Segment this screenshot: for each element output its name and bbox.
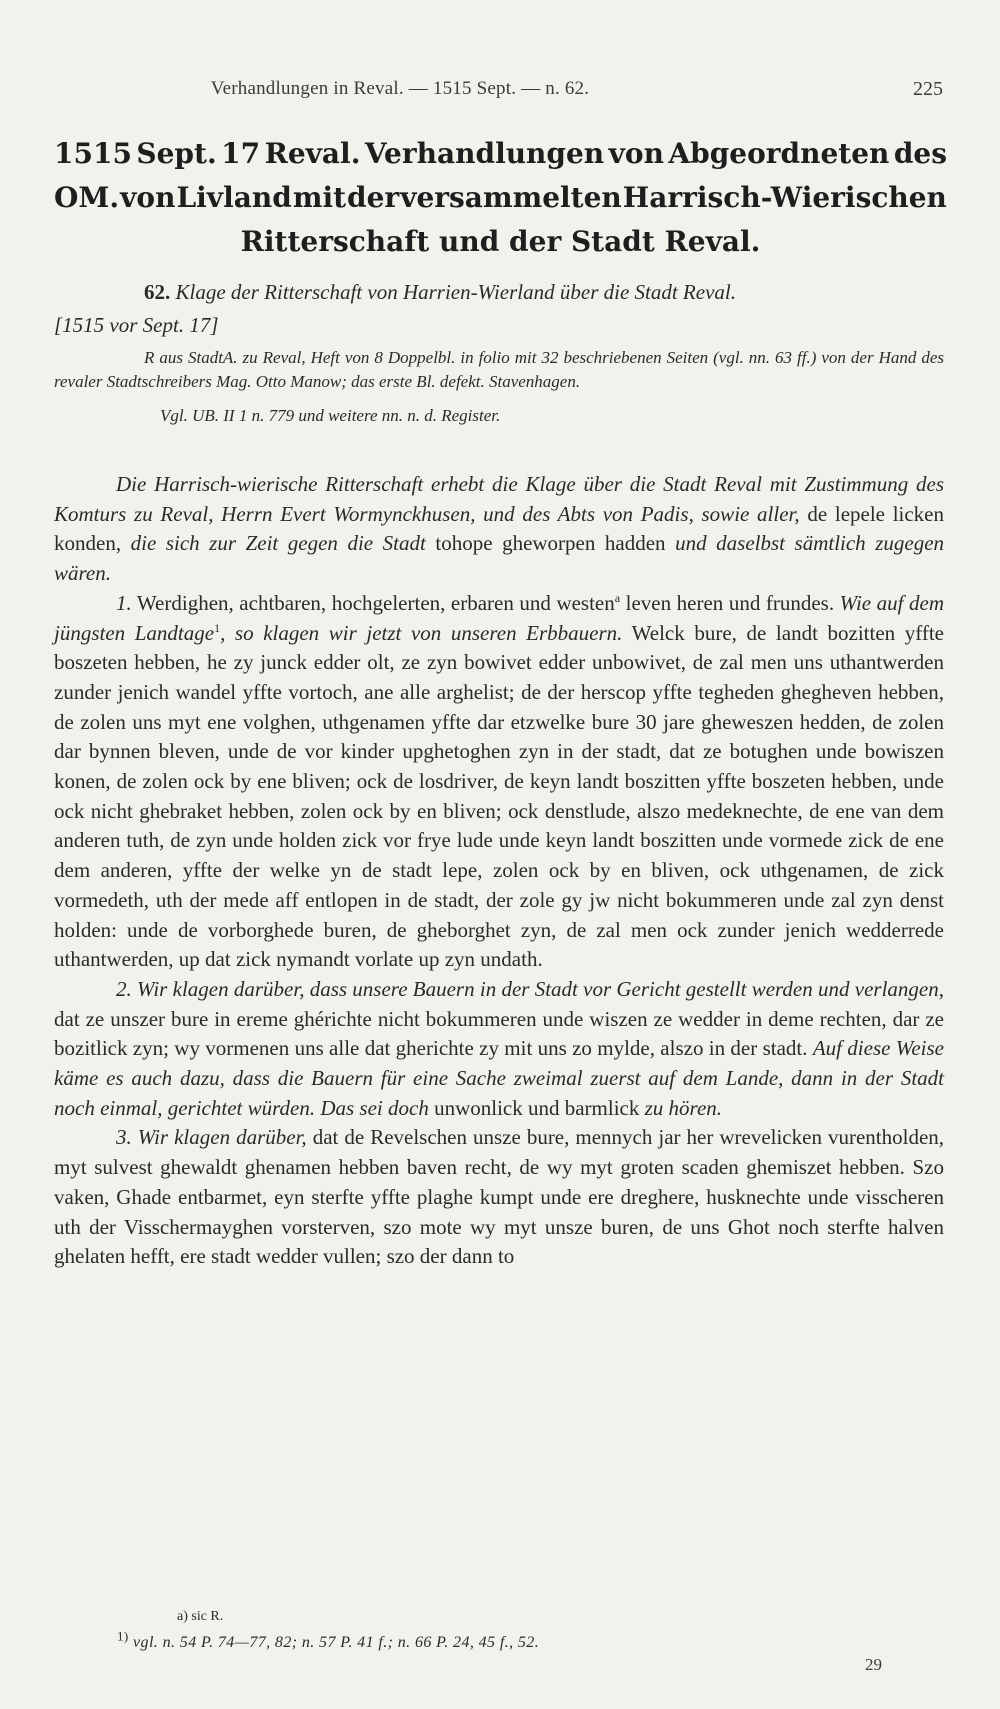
sheet-number: 29: [865, 1655, 882, 1674]
intro-paragraph: Die Harrisch-wierische Ritterschaft erhebt die Klage über die Stadt Reval mit Zustimmung des Komturs zu Reval, Herrn Evert Wormynckhusen, und des Abts von Padis, sowie aller, de lepele licken konden, die sich zur Zeit gegen die Stadt tohope gheworpen hadden und daselbst sämtlich zugegen wären.: [54, 472, 945, 586]
footnote-ref-1: 1: [214, 620, 221, 635]
footnote-1: $^{1)}$ vgl. n. 54 P. 74—77, 82; n. 57 P. 41 f.; n. 66 P. 24, 45 f., 52.: [117, 1628, 540, 1651]
page-number: 225: [913, 78, 943, 100]
document-heading-text: Klage der Ritterschaft von Harrien-Wierland über die Stadt Reval.: [175, 280, 736, 304]
running-head: [0, 78, 1000, 106]
footnotes: [117, 1604, 817, 1656]
footnote-a: a) sic R.: [177, 1609, 224, 1624]
document-heading: [54, 276, 944, 342]
footnote-ref-a: a: [614, 590, 621, 605]
section-title: [54, 132, 947, 264]
source-note: [54, 346, 944, 428]
paragraph-3-number: 3.: [116, 1125, 132, 1150]
body-text: [54, 470, 944, 1272]
paragraph-2-number: 2.: [116, 976, 132, 1001]
document-number: 62.: [144, 280, 171, 304]
title-line-3: Ritterschaft und der Stadt Reval.: [240, 225, 761, 258]
paragraph-1: 1. Werdighen, achtbaren, hochgelerten, erbaren und westen$^a$ leven heren und frundes. Wie auf dem jüngsten Landtage$^1$, so klagen wir jetzt von unseren Erbbauern. Welck bure, de landt bozitten yffte boszeten hebben, he zy junck edder olt, ze zyn bowivet edder unbowivet, de zal men uns uthantwerden zunder jenich wandel yffte vortoch, ane alle arghelist; de der herscop yffte tegheden ghegheven hebben, de zolen uns myt ene volghen, uthgenamen yffte dar etzwelke bure 30 jare gheweszen hedden, de zolen dar bynnen bleven, unde de vor kinder upghetoghen zyn in der stadt, dat ze botughen unde bowiszen konen, de zolen ock by ene bliven; ock de losdriver, de keyn landt boszitten yffte boszeten hebben, unde ock nicht ghebraket hebben, zolen ock by en bliven; ock denstlude, alszo medeknechte, de ene van dem anderen tuth, de zyn unde holden zick vor frye lude unde keyn landt boszitten unde vormede zick de ene dem anderen, yffte der welke yn de stadt lepe, zolen ock by en bliven, ock uthgenamen, de zick vormedeth, uth der mede aff entlopen in de stadt, der zole gy jw nicht bokummeren unde zal zyn denst holden: unde de vorborghede buren, de gheborghet zyn, de zal men ock zunder jenich wedderrede uthantwerden, up dat zick nymandt vorlate up zyn undath.: [54, 590, 945, 972]
running-head-title: Verhandlungen in Reval. — 1515 Sept. — n. 62.: [210, 78, 590, 99]
paragraph-1-number: 1.: [116, 590, 132, 615]
document-date: [1515 vor Sept. 17]: [54, 313, 219, 337]
paragraph-3: 3. Wir klagen darüber, dat de Revelschen unsze bure, mennych jar her wrevelicken vurentholden, myt sulvest ghewaldt ghenamen hebben baven recht, de wy myt groten scaden ghemiszet hebben. Szo vaken, Ghade entbarmet, eyn sterfte yffte plaghe kumpt unde ere dreghere, husknechte unde visscheren uth der Visschermayghen vorsterven, szo mote wy myt unsze buren, de uns Ghot noch sterfte halven ghelaten hefft, ere stadt wedder vullen; szo der dann to: [54, 1125, 945, 1269]
source-description: R aus StadtA. zu Reval, Heft von 8 Doppelbl. in folio mit 32 beschriebenen Seiten (vgl. nn. 63 ff.) von der Hand des revaler Stadtschreibers Mag. Otto Manow; das erste Bl. defekt. Stavenhagen.: [54, 348, 944, 391]
title-line-2: OM. von Livland mit der versammelten Harrisch-Wierischen: [54, 181, 947, 214]
document-heading-line-1: [54, 276, 944, 309]
source-reference: Vgl. UB. II 1 n. 779 und weitere nn. n. d. Register.: [160, 406, 501, 425]
paragraph-2: 2. Wir klagen darüber, dass unsere Bauern in der Stadt vor Gericht gestellt werden und verlangen, dat ze unszer bure in ereme ghérichte nicht bokummeren unde wiszen ze wedder in deme rechten, dar ze bozitlick zyn; wy vormenen uns alle dat gherichte zy mit uns zo mylde, alszo in der stadt. Auf diese Weise käme es auch dazu, dass die Bauern für eine Sache zweimal zuerst auf dem Lande, dann in der Stadt noch einmal, gerichtet würden. Das sei doch unwonlick und barmlick zu hören.: [54, 976, 944, 1120]
title-line-1: 1515 Sept. 17 Reval. Verhandlungen von Abgeordneten des: [54, 137, 947, 170]
